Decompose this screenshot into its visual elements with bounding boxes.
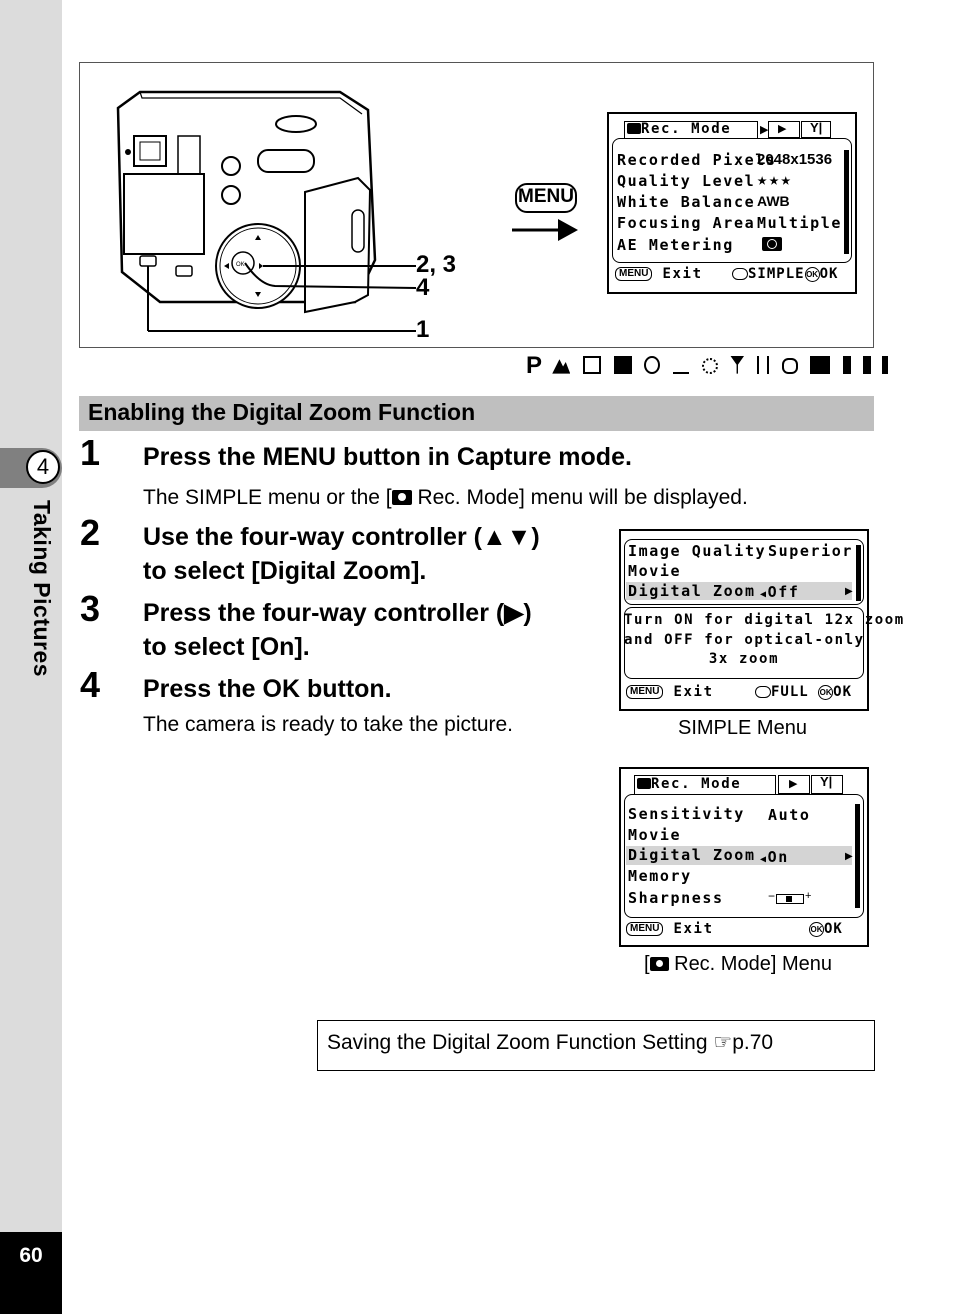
simple-row-label[interactable]: Digital Zoom bbox=[628, 582, 756, 600]
simple-row-value: Superior bbox=[768, 542, 854, 560]
simple-footer-exit: MENU Exit bbox=[626, 684, 714, 700]
camera-illustration bbox=[100, 80, 580, 345]
help-line: 3x zoom bbox=[708, 651, 780, 667]
illus-rec-tab-label: Rec. Mode bbox=[627, 121, 731, 137]
help-line: Turn ON for digital 12x zoom bbox=[624, 612, 905, 628]
program-mode-icon: P bbox=[526, 352, 544, 379]
rec-row-label: Sensitivity bbox=[628, 805, 745, 823]
illus-rec-scrollbar bbox=[844, 150, 849, 254]
illus-row-label: Recorded Pixels bbox=[617, 151, 777, 169]
ok-badge-icon: OK bbox=[818, 685, 833, 700]
illus-row-label: White Balance bbox=[617, 193, 756, 211]
step-number: 1 bbox=[80, 432, 101, 473]
zoom-icon bbox=[732, 268, 748, 280]
rec-row-label: Sharpness bbox=[628, 889, 724, 907]
tab-arrow-icon: ▶ bbox=[760, 124, 769, 136]
illus-footer: MENU Exit bbox=[615, 266, 703, 282]
playback-icon: ▶ bbox=[778, 123, 787, 135]
left-arrow-icon: ◀ bbox=[760, 589, 768, 600]
note-text: Saving the Digital Zoom Function Setting ☞p.70 bbox=[327, 1031, 774, 1054]
left-arrow-icon: ◀ bbox=[760, 854, 768, 865]
ok-badge-icon: OK bbox=[809, 922, 824, 937]
illus-row-label: Quality Level bbox=[617, 172, 756, 190]
rec-scrollbar bbox=[855, 804, 860, 908]
page-number: 60 bbox=[19, 1244, 43, 1267]
rec-row-label[interactable]: Digital Zoom bbox=[628, 846, 756, 864]
right-arrow-icon: ▶ bbox=[845, 586, 853, 597]
right-arrow-icon: ▶ bbox=[845, 851, 853, 862]
camera-icon bbox=[650, 957, 669, 971]
menu-button-label: MENU bbox=[518, 186, 574, 207]
rec-row-label: Memory bbox=[628, 867, 692, 885]
simple-footer-right: FULL OK OK bbox=[755, 684, 852, 700]
sharpness-slider-icon: − + bbox=[768, 889, 812, 903]
rec-tab-label: Rec. Mode bbox=[637, 776, 741, 792]
step-number: 4 bbox=[80, 664, 101, 705]
illus-row-label: AE Metering bbox=[617, 236, 734, 254]
menu-badge-icon: MENU bbox=[626, 922, 663, 936]
step-number: 2 bbox=[80, 512, 101, 553]
right-arrow-icon bbox=[512, 216, 582, 244]
rec-row-label: Movie bbox=[628, 826, 682, 844]
section-title: Enabling the Digital Zoom Function bbox=[88, 399, 476, 425]
illus-footer-right: SIMPLE OK OK bbox=[732, 266, 838, 282]
step-description: The SIMPLE menu or the [ Rec. Mode] menu will be displayed. bbox=[143, 486, 748, 509]
rec-row-value-selector[interactable]: ◀On bbox=[760, 848, 789, 866]
step-text: Press the OK button. bbox=[143, 675, 392, 703]
camera-icon bbox=[627, 123, 641, 134]
rec-menu-caption: [ Rec. Mode] Menu bbox=[644, 953, 832, 975]
illus-row-value: ★★★ bbox=[757, 170, 793, 190]
tools-icon: Y| bbox=[810, 120, 823, 135]
simple-scrollbar bbox=[856, 545, 861, 601]
rec-footer-ok: OK OK bbox=[810, 921, 843, 937]
simple-row-label: Image Quality bbox=[628, 542, 767, 560]
callout-2-3: 2, 3 bbox=[416, 251, 457, 278]
simple-row-value-selector[interactable]: ◀Off bbox=[760, 583, 800, 601]
step-number: 3 bbox=[80, 588, 101, 629]
chapter-number: 4 bbox=[26, 450, 60, 484]
menu-badge-icon: MENU bbox=[626, 685, 663, 699]
callout-1: 1 bbox=[416, 316, 430, 343]
step-text-line: to select [Digital Zoom]. bbox=[143, 557, 427, 585]
menu-button-icon bbox=[515, 183, 577, 213]
tools-icon: Y| bbox=[820, 774, 833, 789]
ok-badge-icon: OK bbox=[805, 267, 820, 282]
step-text-line: Press the four-way controller (▶) bbox=[143, 599, 532, 627]
help-line: and OFF for optical-only bbox=[624, 632, 865, 648]
step-text-line: to select [On]. bbox=[143, 633, 310, 661]
metering-icon bbox=[762, 237, 782, 251]
chapter-title: Taking Pictures bbox=[29, 500, 55, 678]
simple-menu-caption: SIMPLE Menu bbox=[678, 717, 807, 739]
illus-row-value: AWB bbox=[757, 193, 790, 209]
mode-icons-row bbox=[526, 352, 888, 381]
menu-badge-icon: MENU bbox=[615, 267, 652, 281]
step-description: The camera is ready to take the picture. bbox=[143, 713, 514, 736]
step-text: Press the MENU button in Capture mode. bbox=[143, 443, 632, 471]
rec-row-value: Auto bbox=[768, 806, 811, 824]
shooting-mode-icons bbox=[552, 353, 888, 381]
illus-row-value: Multiple bbox=[757, 214, 843, 232]
illus-row-label: Focusing Area bbox=[617, 214, 756, 232]
svg-text:OK: OK bbox=[236, 262, 245, 268]
rec-footer-exit: MENU Exit bbox=[626, 921, 714, 937]
step-text-line: Use the four-way controller (▲▼) bbox=[143, 523, 540, 551]
camera-icon bbox=[637, 778, 651, 789]
illus-row-value: 2048x1536 bbox=[757, 151, 833, 168]
playback-icon: ▶ bbox=[789, 778, 798, 790]
callout-4: 4 bbox=[416, 274, 430, 301]
zoom-icon bbox=[755, 686, 771, 698]
camera-icon bbox=[392, 490, 412, 505]
simple-row-label: Movie bbox=[628, 562, 682, 580]
